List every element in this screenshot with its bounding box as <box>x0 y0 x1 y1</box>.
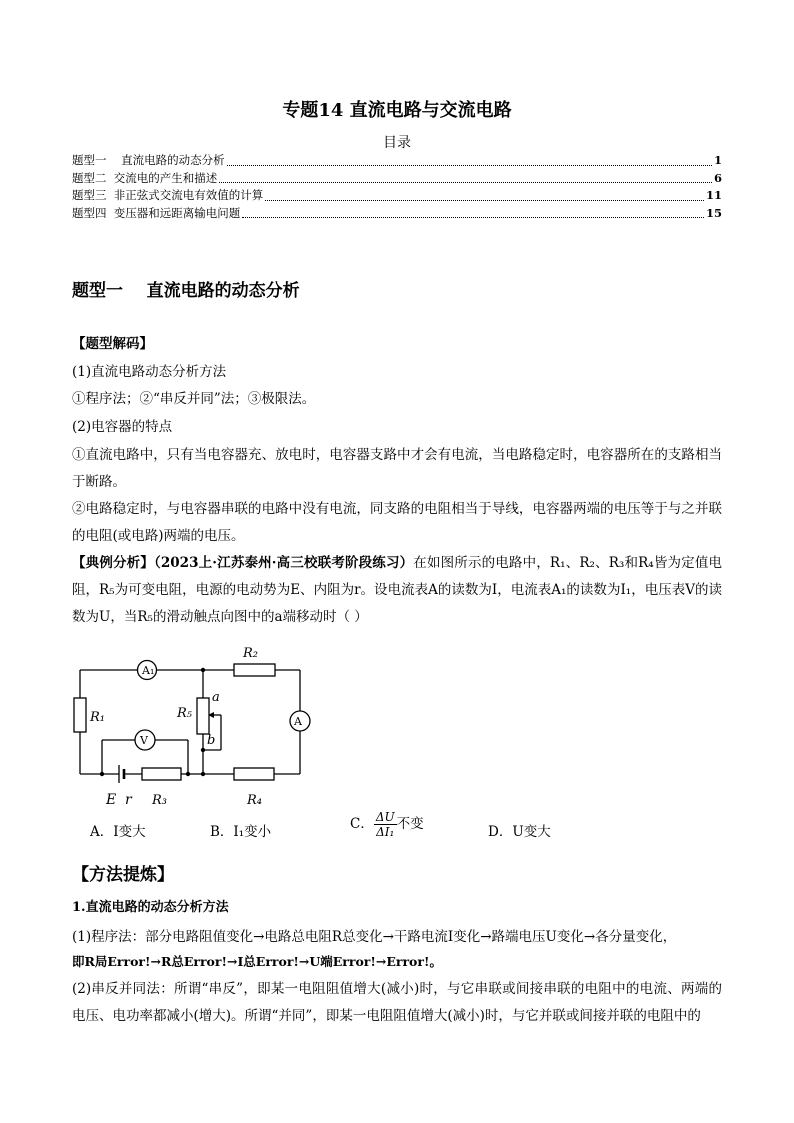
label-a: A <box>294 715 302 728</box>
toc-entry[interactable] <box>72 187 722 205</box>
fraction-denominator: ΔI₁ <box>376 825 395 839</box>
method-paragraph: (2)串反并同法：所谓“串反”，即某一电阻阻值增大(减小)时，与它串联或间接串联的电阻中的电流、两端的电压、电功率都减小(增大)。所谓“并同”，即某一电阻阻值增大(减小)时，与它并联或间接并联的电阻中的 <box>72 981 722 1024</box>
toc-entry-label: 题型三 非正弦式交流电有效值的计算 <box>72 188 264 203</box>
option-c[interactable] <box>350 810 424 839</box>
toc-entry[interactable] <box>72 205 722 223</box>
document-title: 专题14 直流电路与交流电路 <box>282 100 512 121</box>
paragraph: (1)直流电路动态分析方法 <box>72 364 227 380</box>
label-v: V <box>140 734 148 747</box>
label-r: r <box>125 792 132 808</box>
label-e: E <box>106 792 117 808</box>
label-r2: R₂ <box>243 646 258 661</box>
toc-entry-label: 题型二 交流电的产生和描述 <box>72 170 218 185</box>
explain-heading: 【题型解码】 <box>72 336 153 352</box>
toc-entry-page: 6 <box>713 170 722 185</box>
resistor-r2 <box>234 664 275 676</box>
resistor-r5 <box>197 698 209 734</box>
toc-leader-dots <box>219 182 712 183</box>
paragraph: ②电路稳定时，与电容器串联的电路中没有电流，同支路的电阻相当于导线，电容器两端的电压等于与之并联的电阻(或电路)两端的电压。 <box>72 501 722 544</box>
label-b-terminal: b <box>207 733 216 748</box>
resistor-r1 <box>74 698 86 732</box>
method-paragraph: 即R局Error!→R总Error!→I总Error!→U端Error!→Error!。 <box>72 954 442 969</box>
paragraph: (2)电容器的特点 <box>72 419 173 435</box>
resistor-r4 <box>234 768 274 780</box>
method-subheading: 1.直流电路的动态分析方法 <box>72 900 229 915</box>
toc-leader-dots <box>227 165 712 166</box>
label-r4: R₄ <box>247 793 262 808</box>
option-c-prefix: C． <box>350 816 374 832</box>
section-heading: 题型一 直流电路的动态分析 <box>72 281 300 301</box>
example-tag: 【典例分析】 <box>72 555 154 571</box>
toc-entry-page: 1 <box>713 153 722 167</box>
option-d[interactable]: D．U变大 <box>488 824 551 840</box>
label-a1: A₁ <box>142 664 155 677</box>
paragraph: ①程序法；②“串反并同”法；③极限法。 <box>72 391 316 407</box>
paragraph: ①直流电路中，只有当电容器充、放电时，电容器支路中才会有电流，当电路稳定时，电容器所在的支路相当于断路。 <box>72 447 722 490</box>
toc-leader-dots <box>265 200 704 201</box>
circuit-diagram <box>70 640 330 810</box>
label-r1: R₁ <box>90 710 105 725</box>
label-r3: R₃ <box>152 793 167 808</box>
example-source: （2023上·江苏泰州·高三校联考阶段练习） <box>153 555 414 571</box>
toc-entry-label: 题型四 变压器和远距离输电问题 <box>72 205 241 220</box>
resistor-r3 <box>142 768 181 780</box>
label-r5: R₅ <box>177 706 192 721</box>
label-a-terminal: a <box>212 690 220 705</box>
example-text: 在如图所示的电路中，R₁、R₂、R₃和R₄皆为定值电阻，R₅为可变电阻，电源的电动势为E、内阻为r。设电流表A的读数为I，电流表A₁的读数为I₁，电压表V的读数为U，当R₅的滑动触点向图中的a端移动时（ ） <box>72 555 723 625</box>
example-paragraph <box>72 550 722 631</box>
option-b[interactable]: B．I₁变小 <box>210 824 272 840</box>
toc-entry[interactable] <box>72 152 722 170</box>
toc-entry[interactable] <box>72 170 722 188</box>
toc-title: 目录 <box>383 135 411 151</box>
method-paragraph: (1)程序法：部分电路阻值变化→电路总电阻R总变化→干路电流I变化→路端电压U变化→各分量变化， <box>72 929 677 945</box>
option-c-suffix: 不变 <box>396 816 424 832</box>
table-of-contents <box>72 152 722 222</box>
fraction-numerator: ΔU <box>375 810 395 824</box>
method-heading: 【方法提炼】 <box>72 865 174 885</box>
toc-leader-dots <box>242 217 704 218</box>
toc-entry-page: 11 <box>705 188 722 203</box>
answer-options <box>90 810 590 852</box>
option-c-fraction <box>374 810 397 839</box>
toc-entry-label: 题型一 直流电路的动态分析 <box>72 153 225 167</box>
option-a[interactable]: A．I变大 <box>90 824 146 840</box>
toc-entry-page: 15 <box>705 205 722 220</box>
